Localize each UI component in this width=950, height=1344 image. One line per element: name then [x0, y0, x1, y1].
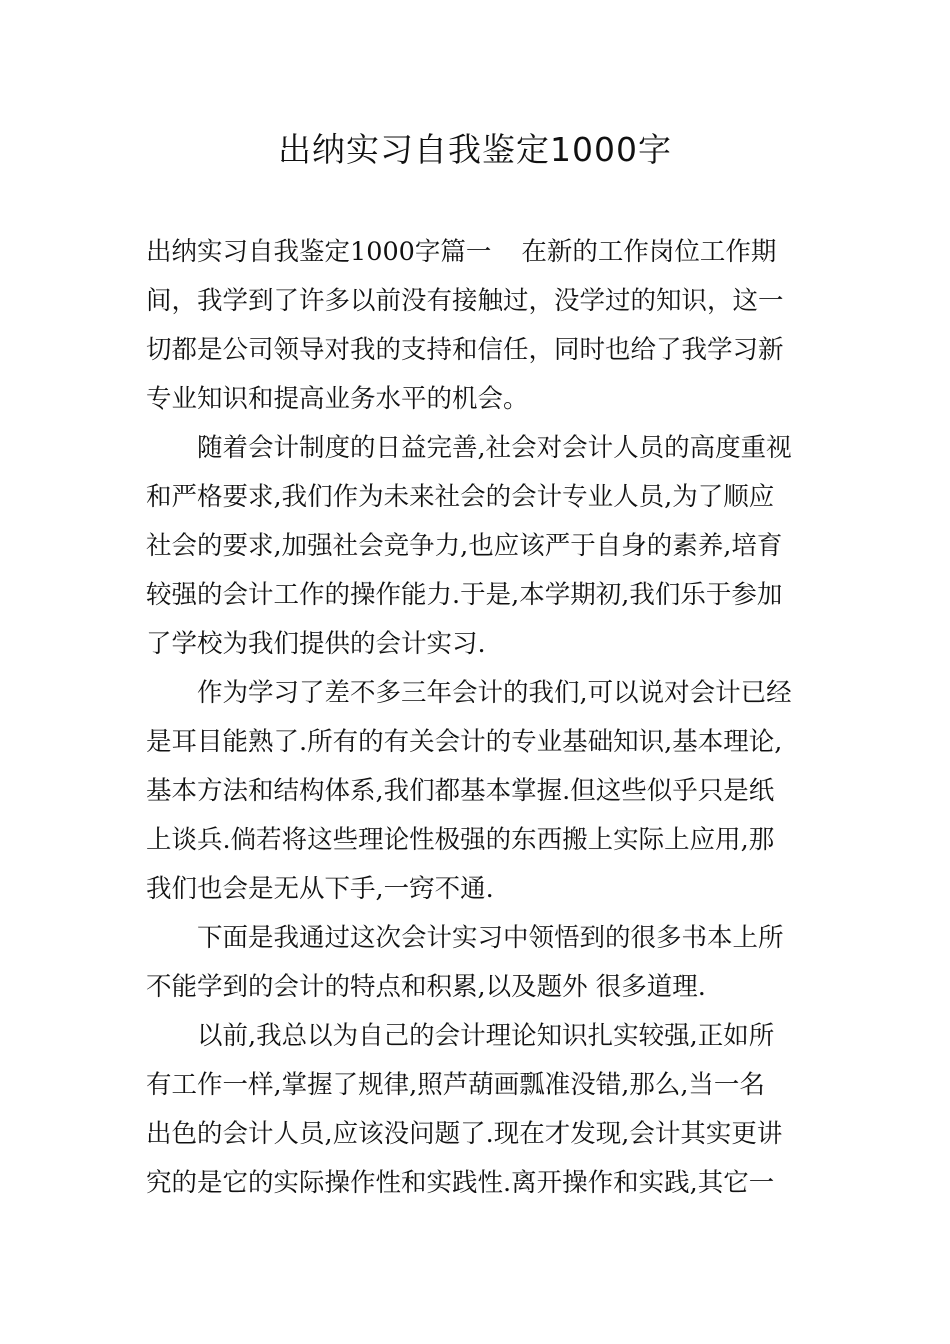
- paragraph-line: 基本方法和结构体系,我们都基本掌握.但这些似乎只是纸: [146, 776, 775, 806]
- section-heading: 出纳实习自我鉴定1000字篇一: [146, 237, 492, 267]
- paragraph-1: [146, 228, 806, 424]
- paragraph-line: 是耳目能熟了.所有的有关会计的专业基础知识,基本理论,: [146, 727, 783, 757]
- paragraph-line: 出色的会计人员,应该没问题了.现在才发现,会计其实更讲: [146, 1119, 783, 1149]
- paragraph-line: 专业知识和提高业务水平的机会。: [146, 384, 529, 414]
- paragraph-line: 下面是我通过这次会计实习中领悟到的很多书本上所: [197, 923, 784, 953]
- paragraph-4: [146, 914, 806, 1012]
- document-body: [146, 228, 806, 1208]
- paragraph-line: 随着会计制度的日益完善,社会对会计人员的高度重视: [197, 433, 792, 463]
- paragraph-line: 了学校为我们提供的会计实习.: [146, 629, 486, 659]
- paragraph-line: 以前,我总以为自己的会计理论知识扎实较强,正如所: [197, 1021, 775, 1051]
- paragraph-line: 究的是它的实际操作性和实践性.离开操作和实践,其它一: [146, 1168, 775, 1198]
- document-title: 出纳实习自我鉴定1000字: [278, 130, 672, 169]
- paragraph-line: 有工作一样,掌握了规律,照芦葫画瓢准没错,那么,当一名: [146, 1070, 765, 1100]
- paragraph-line: 社会的要求,加强社会竞争力,也应该严于自身的素养,培育: [146, 531, 783, 561]
- paragraph-text: 在新的工作岗位工作期: [521, 237, 777, 267]
- paragraph-line: 较强的会计工作的操作能力.于是,本学期初,我们乐于参加: [146, 580, 783, 610]
- paragraph-2: [146, 424, 806, 669]
- paragraph-line: 切都是公司领导对我的支持和信任，同时也给了我学习新: [146, 335, 784, 365]
- paragraph-line: 间，我学到了许多以前没有接触过，没学过的知识，这一: [146, 286, 784, 316]
- paragraph-3: [146, 669, 806, 914]
- paragraph-line: 作为学习了差不多三年会计的我们,可以说对会计已经: [197, 678, 792, 708]
- paragraph-line: 上谈兵.倘若将这些理论性极强的东西搬上实际上应用,那: [146, 825, 775, 855]
- paragraph-5: [146, 1012, 806, 1208]
- paragraph-line: 和严格要求,我们作为未来社会的会计专业人员,为了顺应: [146, 482, 775, 512]
- paragraph-line: 我们也会是无从下手,一窍不通.: [146, 874, 494, 904]
- paragraph-line: 不能学到的会计的特点和积累,以及题外 很多道理.: [146, 972, 706, 1002]
- paragraph-line: [146, 228, 806, 277]
